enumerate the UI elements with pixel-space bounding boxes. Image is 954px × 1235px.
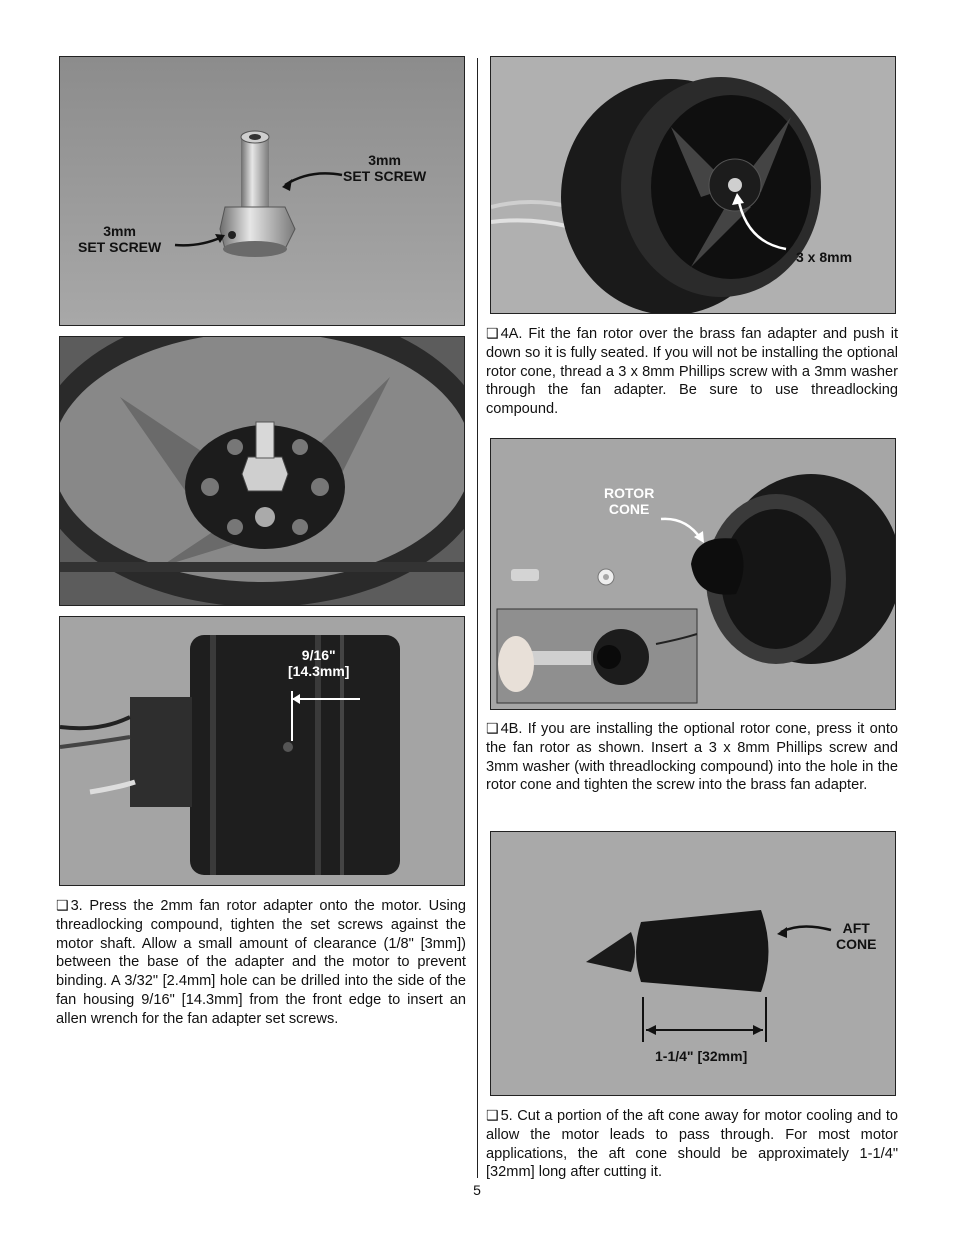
label-aft-cone: AFT CONE [836, 920, 877, 952]
label-screw-size: 3 x 8mm [796, 249, 853, 265]
label-set-screw-top: 3mm SET SCREW [343, 152, 427, 184]
label-aft-cone-length: 1-1/4" [32mm] [655, 1048, 748, 1064]
photo-rotor-front [490, 56, 896, 314]
step-4a-text: 4A. Fit the fan rotor over the brass fan adapter and push it down so it is fully seated. If you will not be installing the optional rotor cone, thread a 3 x 8mm Phillips screw with a 3mm washer through the fan adapter. Be sure to use threadlocking compound. [486, 326, 898, 418]
photo-rotor-cone [490, 438, 896, 710]
step-4b-checkbox[interactable]: ❑ [486, 721, 499, 737]
photo-aft-cone [490, 831, 896, 1096]
photo-fan-hub [59, 336, 465, 606]
step-5-text: 5. Cut a portion of the aft cone away for motor cooling and to allow the motor leads to pass through. For most motor applications, the aft cone should be approximately 1-1/4" [32mm] long after cutting it. [486, 1108, 898, 1181]
step-4b-instruction [486, 720, 898, 795]
arrows-adapter [60, 57, 464, 325]
page-number: 5 [473, 1182, 481, 1198]
step-4a-instruction [486, 325, 898, 419]
step-4b-text: 4B. If you are installing the optional rotor cone, press it onto the fan rotor as shown. Insert a 3 x 8mm Phillips screw and 3mm washer (with threadlocking compound) into the hole in the rotor cone and tighten the screw into the brass fan adapter. [486, 721, 898, 794]
step-3-checkbox[interactable]: ❑ [56, 898, 69, 914]
step-5-checkbox[interactable]: ❑ [486, 1108, 499, 1124]
step-3-text: 3. Press the 2mm fan rotor adapter onto the motor. Using threadlocking compound, tighten the set screws against the motor shaft. Allow a small amount of clearance (1/8" [3mm]) between the base of the adapter and the motor to prevent binding. A 3/32" [2.4mm] hole can be drilled into the side of the fan housing 9/16" [14.3mm] from the front edge to insert an allen wrench for the fan adapter set screws. [56, 898, 466, 1027]
step-4a-checkbox[interactable]: ❑ [486, 326, 499, 342]
label-set-screw-left: 3mm SET SCREW [78, 223, 162, 255]
photo-fan-housing [59, 616, 465, 886]
photo-fan-adapter [59, 56, 465, 326]
step-3-instruction [56, 897, 466, 1029]
column-divider [477, 58, 478, 1178]
label-hole-distance: 9/16" [14.3mm] [288, 647, 350, 679]
step-5-instruction [486, 1107, 898, 1182]
label-rotor-cone: ROTOR CONE [604, 485, 655, 517]
